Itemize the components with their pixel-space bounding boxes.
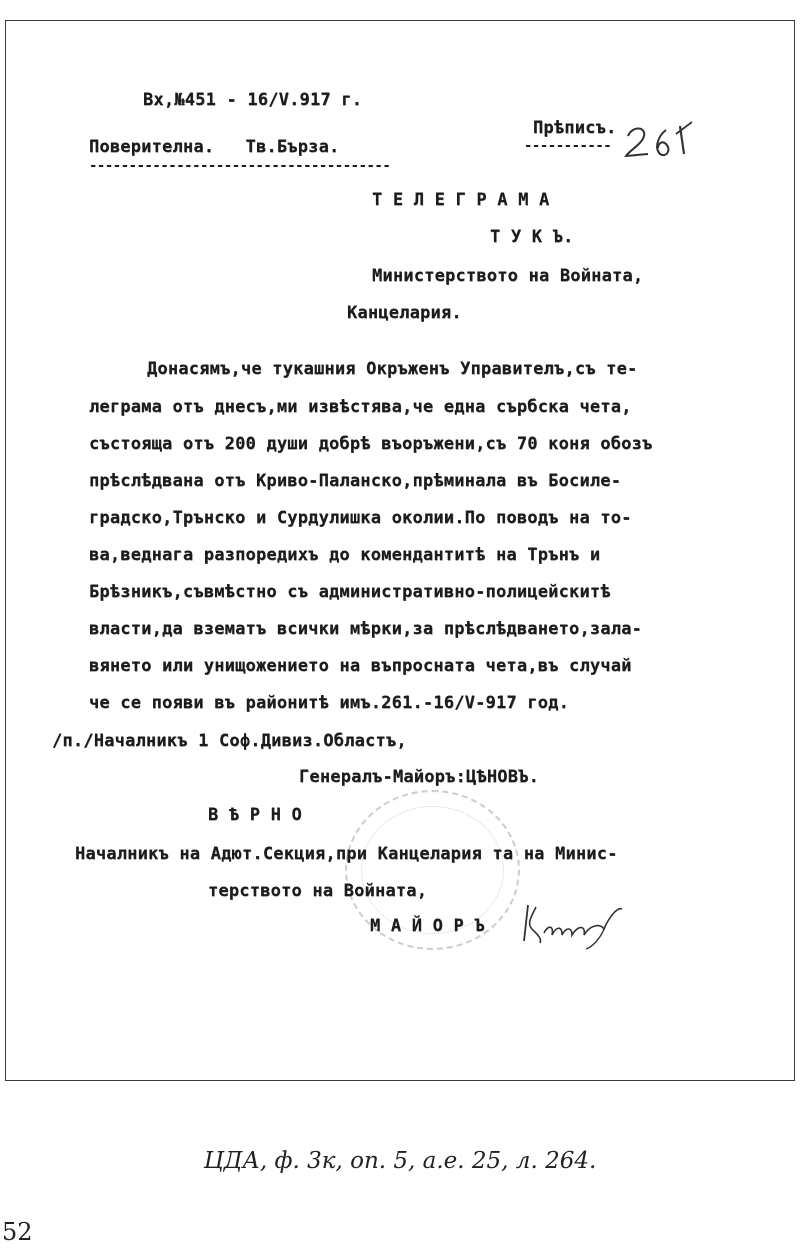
handwritten-signature	[520, 895, 630, 955]
classification-underline: --------------------------------------	[89, 158, 391, 174]
signed-for-line: /п./Началникъ 1 Соф.Дивиз.Областъ,	[52, 731, 407, 751]
copy-underline: -----------	[524, 138, 612, 154]
body-line: Донасямъ,че тукашния Окръженъ Управителъ,съ те-	[147, 359, 638, 379]
handwritten-number-261	[620, 112, 700, 162]
body-line: градско,Трънско и Сурдулишка околии.По поводъ на то-	[89, 508, 632, 528]
body-line: Брѣзникъ,съвмѣстно съ административно-полицейскитѣ	[89, 582, 611, 602]
body-line: вянето или унищожението на въпросната чета,въ случай	[89, 656, 632, 676]
classification-line: Поверителна. Тв.Бърза.	[89, 137, 340, 157]
addressee-ministry: Министерството на Войната,	[372, 266, 644, 286]
body-line: ва,веднага разпоредихъ до комендантитѣ на Трънъ и	[89, 545, 601, 565]
telegram-title: Т Е Л Е Г Р А М А	[372, 190, 550, 210]
body-line: състояща отъ 200 души добрѣ въоръжени,съ 70 коня обозъ	[89, 434, 653, 454]
addressee-chancellery: Канцелария.	[347, 303, 462, 323]
body-line: прѣслѣдвана отъ Криво-Паланско,прѣминала въ Босиле-	[89, 471, 622, 491]
certifier-line-2: терството на Войната,	[208, 881, 428, 901]
page-number: 52	[2, 1218, 33, 1246]
body-line: леграма отъ днесъ,ми извѣстява,че една сърбска чета,	[89, 397, 632, 417]
location: Т У К Ъ.	[490, 227, 574, 247]
copy-label: Прѣписъ.	[533, 118, 617, 138]
body-line: че се появи въ районитѣ имъ.261.-16/V-917 год.	[89, 693, 570, 713]
incoming-number: Вх,№451 - 16/V.917 г.	[143, 90, 363, 110]
archive-caption: ЦДА, ф. 3к, оп. 5, а.е. 25, л. 264.	[203, 1148, 597, 1174]
general-signature: Генералъ-Майоръ:ЦѢНОВЪ.	[299, 767, 540, 787]
true-copy-label: В Ѣ Р Н О	[208, 805, 302, 825]
certifier-line-1: Началникъ на Адют.Секция,при Канцелария та на Минис-	[75, 844, 618, 864]
rank-label: М А Й О Р Ъ	[370, 916, 485, 936]
body-line: власти,да взематъ всички мѣрки,за прѣслѣдването,зала-	[89, 619, 643, 639]
